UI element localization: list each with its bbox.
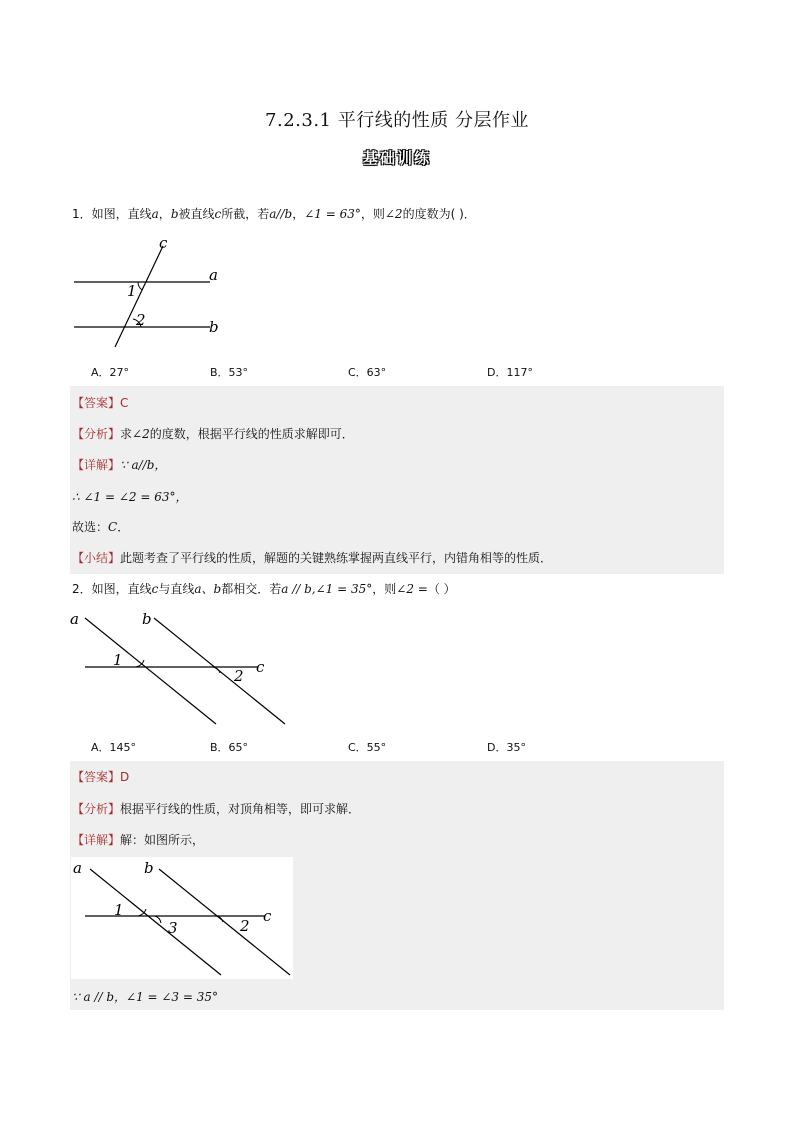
q2-figure: [66, 607, 288, 729]
page-title: 7.2.3.1 平行线的性质 分层作业: [265, 110, 529, 131]
q2-choice-a: A．145°: [91, 741, 137, 754]
label-3: 3: [168, 919, 178, 937]
label-a: a: [70, 610, 79, 628]
label-1: 1: [114, 901, 124, 919]
line-a: [85, 618, 216, 724]
q1-analysis-row: 【分析】求∠2的度数，根据平行线的性质求解即可．: [72, 427, 354, 441]
label-a: a: [73, 859, 82, 877]
line-a: [90, 869, 221, 975]
angle-2-arc: [213, 667, 220, 673]
q1-summary-row: 【小结】此题考查了平行线的性质，解题的关键熟练掌握两直线平行，内错角相等的性质．: [72, 551, 553, 565]
q1-choice-b: B．53°: [210, 366, 249, 379]
q1-detail-line2: ∴ ∠1 = ∠2 = 63°，: [72, 490, 188, 504]
q2-answer-row: 【答案】D: [72, 770, 130, 784]
q2-analysis-row: 【分析】根据平行线的性质，对顶角相等，即可求解．: [72, 802, 361, 816]
q1-choice-c: C．63°: [348, 366, 387, 379]
q2-detail-line2: ∵ a // b，∠1 = ∠3 = 35°: [72, 990, 219, 1004]
angle-1-arc: [138, 282, 142, 290]
q2-choice-c: C．55°: [348, 741, 387, 754]
label-c: c: [263, 907, 272, 925]
label-c: c: [159, 234, 168, 252]
line-c: [115, 246, 163, 347]
angle-1-arc: [138, 909, 146, 916]
label-2: 2: [240, 917, 250, 935]
label-b: b: [142, 610, 152, 628]
label-2: 2: [136, 311, 146, 329]
q1-figure: [70, 233, 230, 351]
angle-1-arc: [136, 660, 144, 667]
label-a: a: [209, 266, 218, 284]
q1-choice-a: A．27°: [91, 366, 130, 379]
label-1: 1: [127, 282, 137, 300]
section-subtitle: 基础训练: [362, 149, 431, 167]
label-b: b: [144, 859, 154, 877]
q2-stem: 2．如图，直线c与直线a、b都相交．若a // b,∠1 = 35°，则∠2 =（ ）: [72, 582, 456, 596]
q1-choice-d: D．117°: [487, 366, 533, 379]
q2-choice-d: D．35°: [487, 741, 526, 754]
q1-stem: 1．如图，直线a，b被直线c所截，若a//b，∠1 = 63°，则∠2的度数为( )．: [72, 207, 476, 221]
label-1: 1: [113, 651, 123, 669]
q2-detail-row: 【详解】解：如图所示，: [72, 833, 205, 847]
label-2: 2: [234, 667, 244, 685]
label-b: b: [209, 318, 219, 336]
label-c: c: [256, 658, 265, 676]
q1-detail-line3: 故选：C．: [72, 520, 130, 534]
q2-solution-figure: [71, 857, 293, 979]
q2-choice-b: B．65°: [210, 741, 249, 754]
q1-detail-row: 【详解】∵ a//b，: [72, 458, 167, 472]
q1-solution-block: [70, 386, 724, 574]
q1-answer-row: 【答案】C: [72, 396, 129, 410]
angle-2-arc: [216, 916, 223, 922]
